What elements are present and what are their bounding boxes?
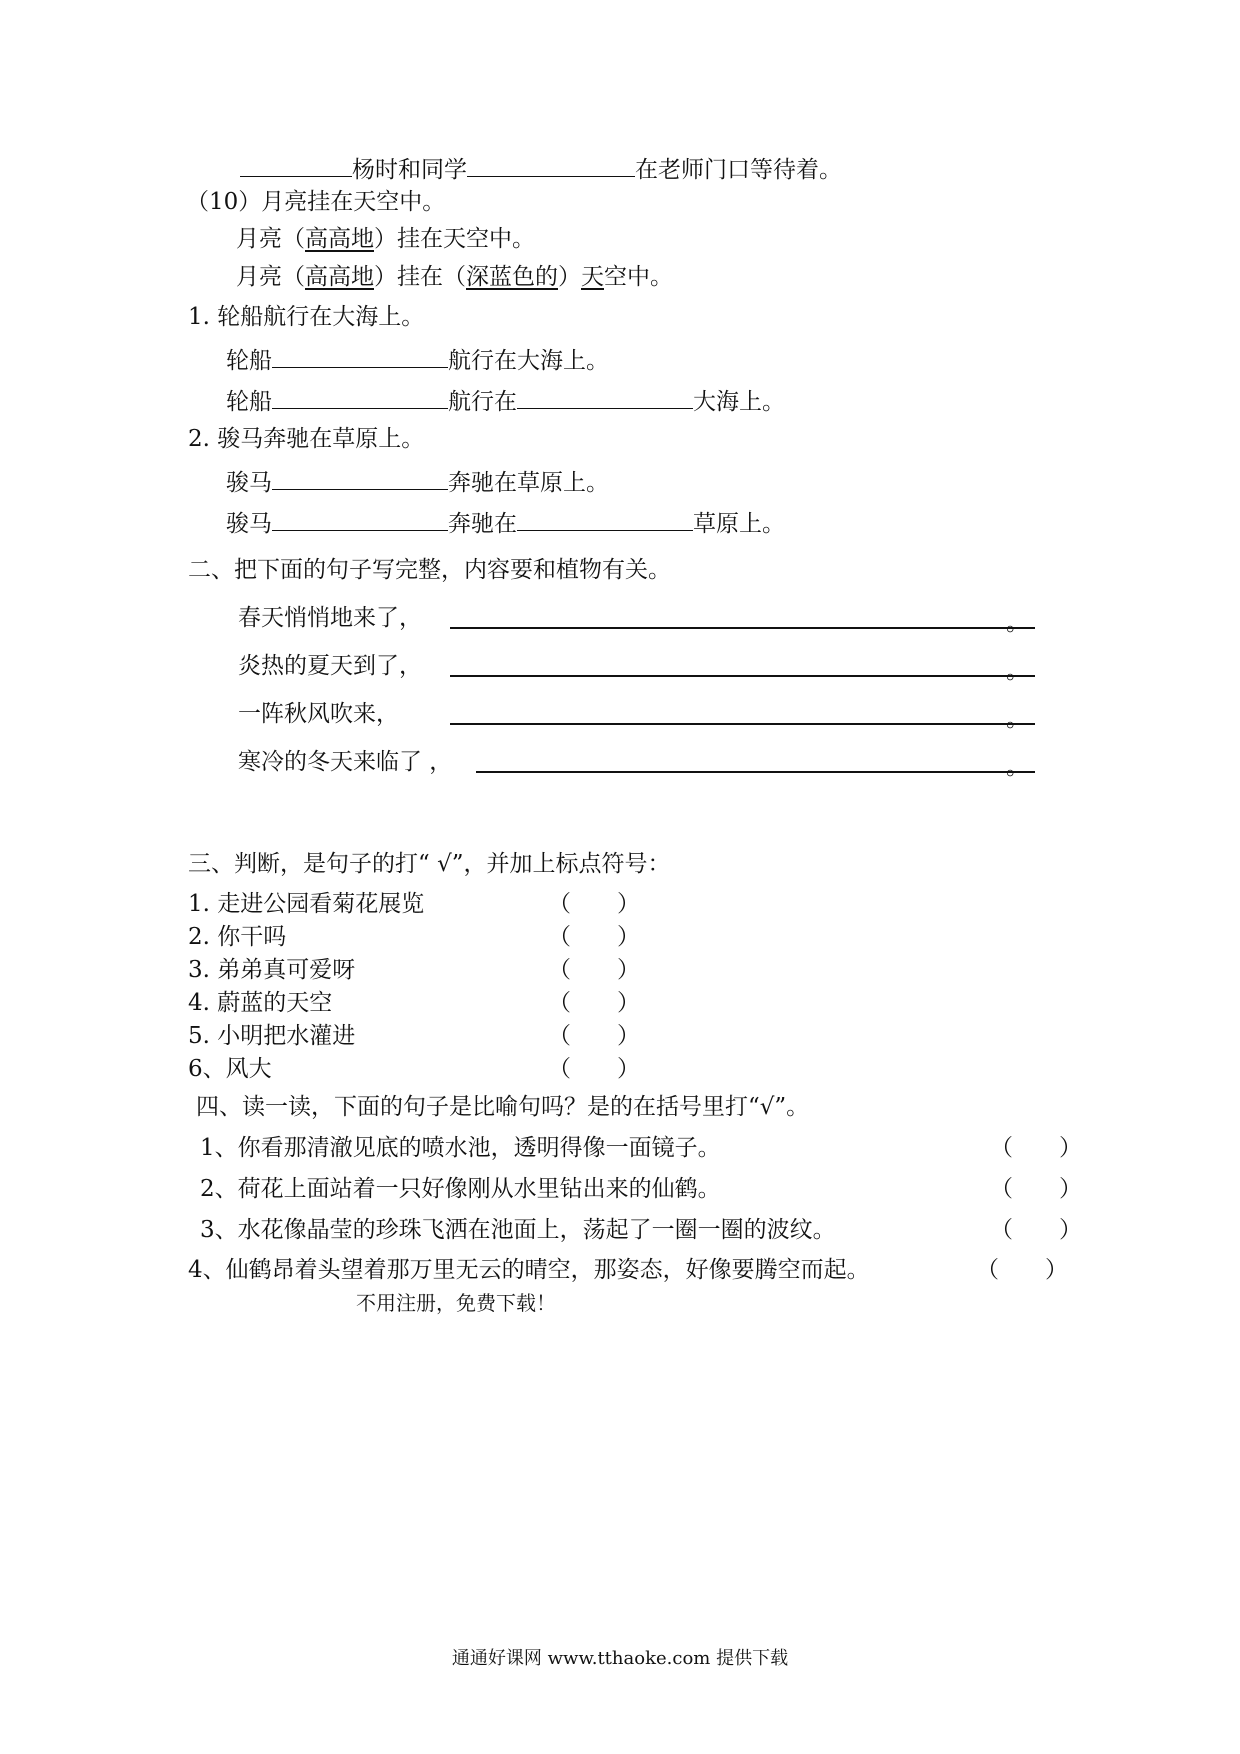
answer-bracket[interactable]: （ ） (990, 1135, 1082, 1161)
sec2-item-label: 寒冷的冬天来临了 ， (238, 749, 453, 775)
blank[interactable] (272, 343, 448, 368)
sec2-title: 二、把下面的句子写完整，内容要和植物有关。 (188, 557, 671, 583)
sec3-item: 5. 小明把水灌进 (188, 1023, 356, 1049)
answer-bracket[interactable]: （ ） (990, 1217, 1082, 1243)
text: 骏马 (226, 470, 272, 496)
q10-prev-line (240, 152, 842, 185)
download-note: 不用注册，免费下载！ (356, 1291, 556, 1315)
text: 草原上。 (693, 511, 785, 537)
sec2-answer-line[interactable] (450, 675, 1035, 677)
blank[interactable] (272, 506, 448, 531)
ex1-line-1 (226, 343, 609, 376)
text: 奔驰在 (448, 511, 517, 537)
answer-bracket[interactable]: （ ） (976, 1257, 1068, 1283)
answer-bracket[interactable]: （ ） (548, 1056, 640, 1082)
page-footer: 通通好课网 www.tthaoke.com 提供下载 (451, 1648, 789, 1669)
sec3-item: 6、风大 (188, 1056, 272, 1082)
text: 航行在 (448, 389, 517, 415)
sec3-item: 1. 走进公园看菊花展览 (188, 891, 425, 917)
sec4-item: 2、荷花上面站着一只好像刚从水里钻出来的仙鹤。 (200, 1176, 721, 1202)
period: 。 (1006, 610, 1029, 636)
sec2-answer-line[interactable] (450, 627, 1035, 629)
text: 奔驰在草原上。 (448, 470, 609, 496)
underlined-word: 天 (581, 264, 604, 290)
period: 。 (1006, 706, 1029, 732)
blank[interactable] (240, 152, 352, 177)
answer-bracket[interactable]: （ ） (548, 990, 640, 1016)
sec4-item: 1、你看那清澈见底的喷水池，透明得像一面镜子。 (200, 1135, 721, 1161)
text: 在老师门口等待着。 (635, 157, 842, 183)
ex2-title: 2. 骏马奔驰在草原上。 (188, 426, 425, 452)
sec2-item-label: 春天悄悄地来了， (238, 605, 422, 631)
sec2-answer-line[interactable] (476, 771, 1035, 773)
ex2-line-2 (226, 506, 785, 539)
ex2-line-1 (226, 465, 609, 498)
text: ）挂在（ (374, 264, 466, 290)
underlined-word: 高高地 (305, 264, 374, 290)
blank[interactable] (272, 465, 448, 490)
text: 轮船 (226, 348, 272, 374)
period: 。 (1006, 658, 1029, 684)
text: 月亮（ (236, 226, 305, 252)
text: 空中。 (604, 264, 673, 290)
answer-bracket[interactable]: （ ） (548, 891, 640, 917)
text: 航行在大海上。 (448, 348, 609, 374)
sec3-item: 3. 弟弟真可爱呀 (188, 957, 356, 983)
q10-example-1 (236, 224, 535, 254)
answer-bracket[interactable]: （ ） (990, 1176, 1082, 1202)
blank[interactable] (517, 384, 693, 409)
blank[interactable] (467, 152, 635, 177)
underlined-word: 深蓝色的 (466, 264, 558, 290)
ex1-title: 1. 轮船航行在大海上。 (188, 304, 425, 330)
sec2-item-label: 炎热的夏天到了， (238, 653, 422, 679)
text: ） (558, 264, 581, 290)
text: 月亮（ (236, 264, 305, 290)
sec2-item-label: 一阵秋风吹来， (238, 701, 399, 727)
text: 轮船 (226, 389, 272, 415)
sec4-title: 四、读一读，下面的句子是比喻句吗？是的在括号里打“√”。 (196, 1094, 810, 1120)
answer-bracket[interactable]: （ ） (548, 924, 640, 950)
q10-title: （10）月亮挂在天空中。 (186, 189, 446, 215)
answer-bracket[interactable]: （ ） (548, 957, 640, 983)
sec2-answer-line[interactable] (450, 723, 1035, 725)
ex1-line-2 (226, 384, 785, 417)
sec4-item: 4、仙鹤昂着头望着那万里无云的晴空，那姿态，好像要腾空而起。 (188, 1257, 870, 1283)
underlined-word: 高高地 (305, 226, 374, 252)
sec3-title: 三、判断，是句子的打“ √”，并加上标点符号： (188, 851, 671, 877)
sec3-item: 4. 蔚蓝的天空 (188, 990, 333, 1016)
answer-bracket[interactable]: （ ） (548, 1023, 640, 1049)
text: 骏马 (226, 511, 272, 537)
period: 。 (1006, 754, 1029, 780)
text: 大海上。 (693, 389, 785, 415)
sec4-item: 3、水花像晶莹的珍珠飞洒在池面上，荡起了一圈一圈的波纹。 (200, 1217, 836, 1243)
q10-example-2 (236, 262, 673, 292)
text: ）挂在天空中。 (374, 226, 535, 252)
text: 杨时和同学 (352, 157, 467, 183)
blank[interactable] (517, 506, 693, 531)
blank[interactable] (272, 384, 448, 409)
sec3-item: 2. 你干吗 (188, 924, 287, 950)
